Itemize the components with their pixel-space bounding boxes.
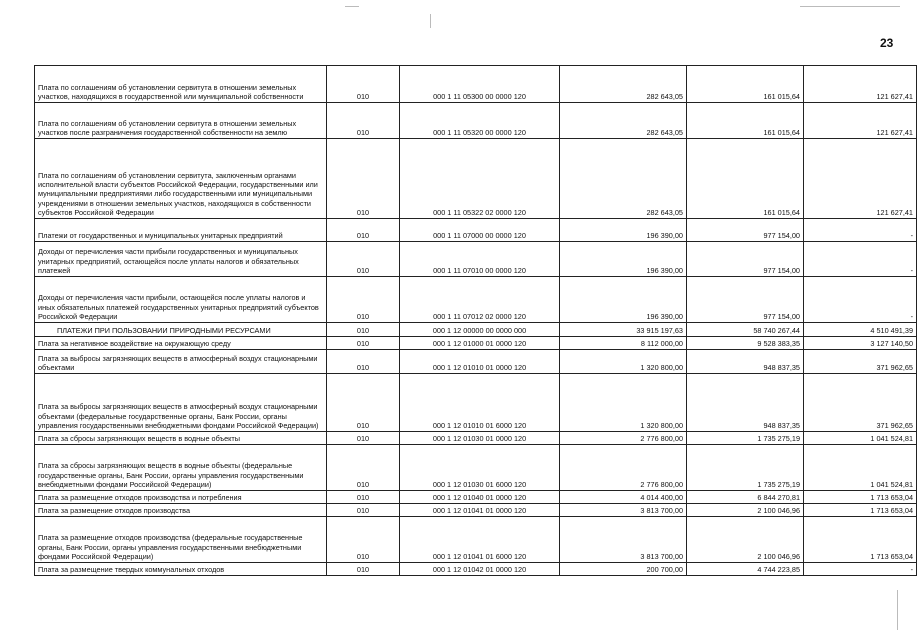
scan-artifact (897, 590, 898, 630)
row-kbk-code: 000 1 11 07000 00 0000 120 (400, 219, 560, 242)
row-kbk-code: 000 1 11 05322 02 0000 120 (400, 139, 560, 219)
row-executed: 161 015,64 (687, 103, 804, 139)
row-executed: 9 528 383,35 (687, 337, 804, 350)
row-executed: 948 837,35 (687, 374, 804, 432)
row-executed: 977 154,00 (687, 277, 804, 323)
row-line-code: 010 (327, 517, 400, 563)
row-kbk-code: 000 1 12 01000 01 0000 120 (400, 337, 560, 350)
row-approved: 196 390,00 (560, 242, 687, 277)
row-kbk-code: 000 1 12 01010 01 0000 120 (400, 350, 560, 374)
row-unexecuted: 1 041 524,81 (804, 445, 917, 491)
row-line-code: 010 (327, 504, 400, 517)
row-line-code: 010 (327, 563, 400, 576)
page-number: 23 (880, 36, 894, 50)
table-row (35, 139, 917, 219)
row-line-code: 010 (327, 432, 400, 445)
revenue-table (34, 65, 917, 576)
scan-artifact (345, 6, 359, 7)
row-line-code: 010 (327, 242, 400, 277)
row-unexecuted: 121 627,41 (804, 139, 917, 219)
row-executed: 161 015,64 (687, 139, 804, 219)
row-unexecuted: 1 713 653,04 (804, 517, 917, 563)
row-kbk-code: 000 1 11 07012 02 0000 120 (400, 277, 560, 323)
row-line-code: 010 (327, 103, 400, 139)
row-unexecuted: 3 127 140,50 (804, 337, 917, 350)
row-kbk-code: 000 1 12 01042 01 0000 120 (400, 563, 560, 576)
row-kbk-code: 000 1 11 05300 00 0000 120 (400, 66, 560, 103)
row-approved: 282 643,05 (560, 103, 687, 139)
row-approved: 1 320 800,00 (560, 374, 687, 432)
row-name: Доходы от перечисления части прибыли, остающейся после уплаты налогов и иных обязательных платежей государственных унитарных предприятий субъектов Российской Федерации (35, 277, 327, 323)
scan-artifact (430, 14, 431, 28)
row-name: Плата за размещение твердых коммунальных отходов (35, 563, 327, 576)
row-unexecuted: 121 627,41 (804, 66, 917, 103)
row-kbk-code: 000 1 12 01040 01 0000 120 (400, 491, 560, 504)
row-unexecuted: 1 713 653,04 (804, 491, 917, 504)
row-name: Плата за негативное воздействие на окружающую среду (35, 337, 327, 350)
table-row (35, 350, 917, 374)
row-kbk-code: 000 1 12 00000 00 0000 000 (400, 323, 560, 337)
row-name: Плата за выбросы загрязняющих веществ в атмосферный воздух стационарными объектами (35, 350, 327, 374)
row-executed: 6 844 270,81 (687, 491, 804, 504)
row-line-code: 010 (327, 277, 400, 323)
row-name: Плата за размещение отходов производства (федеральные государственные органы, Банк России, органы управления государственными внебюджетными фондами Российской Федерации) (35, 517, 327, 563)
row-line-code: 010 (327, 374, 400, 432)
row-executed: 1 735 275,19 (687, 445, 804, 491)
row-executed: 4 744 223,85 (687, 563, 804, 576)
row-name: ПЛАТЕЖИ ПРИ ПОЛЬЗОВАНИИ ПРИРОДНЫМИ РЕСУРСАМИ (35, 323, 327, 337)
row-executed: 161 015,64 (687, 66, 804, 103)
row-unexecuted: - (804, 219, 917, 242)
row-line-code: 010 (327, 219, 400, 242)
scan-artifact (800, 6, 900, 7)
row-executed: 977 154,00 (687, 242, 804, 277)
table-row (35, 504, 917, 517)
row-executed: 2 100 046,96 (687, 504, 804, 517)
row-executed: 977 154,00 (687, 219, 804, 242)
row-name: Платежи от государственных и муниципальных унитарных предприятий (35, 219, 327, 242)
table-row (35, 432, 917, 445)
row-unexecuted: 121 627,41 (804, 103, 917, 139)
row-kbk-code: 000 1 12 01041 01 6000 120 (400, 517, 560, 563)
row-unexecuted: 1 713 653,04 (804, 504, 917, 517)
table-row (35, 103, 917, 139)
row-line-code: 010 (327, 139, 400, 219)
row-name: Плата за выбросы загрязняющих веществ в атмосферный воздух стационарными объектами (федеральные государственные органы, Банк России, органы управления государственными внебюджетными фондами Российской Федерации) (35, 374, 327, 432)
row-approved: 2 776 800,00 (560, 432, 687, 445)
table-row (35, 374, 917, 432)
row-kbk-code: 000 1 12 01041 01 0000 120 (400, 504, 560, 517)
row-executed: 58 740 267,44 (687, 323, 804, 337)
row-executed: 1 735 275,19 (687, 432, 804, 445)
row-name: Плата по соглашениям об установлении сервитута в отношении земельных участков, находящихся в государственной или муниципальной собственности (35, 66, 327, 103)
row-kbk-code: 000 1 12 01030 01 0000 120 (400, 432, 560, 445)
row-line-code: 010 (327, 445, 400, 491)
row-line-code: 010 (327, 323, 400, 337)
row-unexecuted: 4 510 491,39 (804, 323, 917, 337)
row-name: Плата за размещение отходов производства (35, 504, 327, 517)
row-approved: 33 915 197,63 (560, 323, 687, 337)
row-name: Плата по соглашениям об установлении сервитута в отношении земельных участков после разграничения государственной собственности на землю (35, 103, 327, 139)
row-name: Плата по соглашениям об установлении сервитута, заключенным органами исполнительной власти субъектов Российской Федерации, государственными или муниципальными предприятиями либо государственными или муниципальными учреждениями в отношении земельных участков, находящихся в собственности субъектов Российской Федерации (35, 139, 327, 219)
row-name: Плата за размещение отходов производства и потребления (35, 491, 327, 504)
row-approved: 282 643,05 (560, 66, 687, 103)
table-row (35, 277, 917, 323)
row-approved: 3 813 700,00 (560, 517, 687, 563)
table-row (35, 66, 917, 103)
row-approved: 4 014 400,00 (560, 491, 687, 504)
row-unexecuted: - (804, 277, 917, 323)
row-line-code: 010 (327, 66, 400, 103)
row-unexecuted: - (804, 563, 917, 576)
row-unexecuted: 371 962,65 (804, 350, 917, 374)
row-line-code: 010 (327, 337, 400, 350)
row-approved: 200 700,00 (560, 563, 687, 576)
row-unexecuted: 1 041 524,81 (804, 432, 917, 445)
table-row (35, 563, 917, 576)
row-name: Доходы от перечисления части прибыли государственных и муниципальных унитарных предприятий, остающейся после уплаты налогов и обязательных платежей (35, 242, 327, 277)
row-name: Плата за сбросы загрязняющих веществ в водные объекты (федеральные государственные органы, Банк России, органы управления государственными внебюджетными фондами Российской Федерации) (35, 445, 327, 491)
row-approved: 196 390,00 (560, 219, 687, 242)
table-row (35, 517, 917, 563)
row-approved: 8 112 000,00 (560, 337, 687, 350)
row-approved: 282 643,05 (560, 139, 687, 219)
row-line-code: 010 (327, 491, 400, 504)
row-unexecuted: - (804, 242, 917, 277)
table-row (35, 445, 917, 491)
row-approved: 3 813 700,00 (560, 504, 687, 517)
row-unexecuted: 371 962,65 (804, 374, 917, 432)
table-row (35, 491, 917, 504)
table-row (35, 323, 917, 337)
row-kbk-code: 000 1 12 01010 01 6000 120 (400, 374, 560, 432)
row-kbk-code: 000 1 11 05320 00 0000 120 (400, 103, 560, 139)
table-row (35, 337, 917, 350)
row-executed: 2 100 046,96 (687, 517, 804, 563)
row-approved: 2 776 800,00 (560, 445, 687, 491)
row-approved: 196 390,00 (560, 277, 687, 323)
row-name: Плата за сбросы загрязняющих веществ в водные объекты (35, 432, 327, 445)
row-executed: 948 837,35 (687, 350, 804, 374)
table-row (35, 242, 917, 277)
row-line-code: 010 (327, 350, 400, 374)
row-kbk-code: 000 1 12 01030 01 6000 120 (400, 445, 560, 491)
row-approved: 1 320 800,00 (560, 350, 687, 374)
row-kbk-code: 000 1 11 07010 00 0000 120 (400, 242, 560, 277)
table-row (35, 219, 917, 242)
